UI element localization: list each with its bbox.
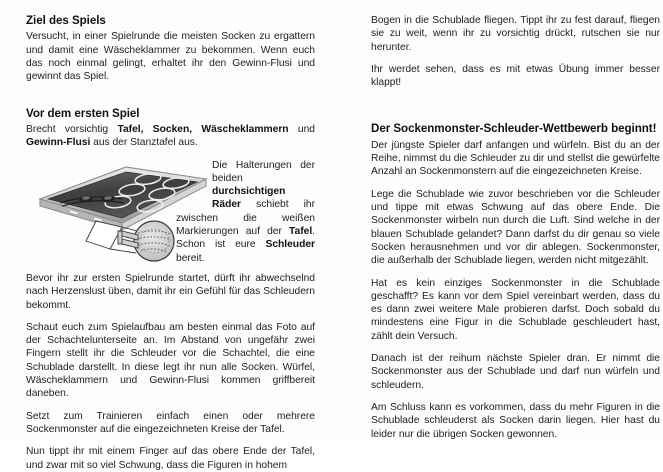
halterungen-text-4: bereit. (176, 252, 205, 264)
heading-ziel-des-spiels: Ziel des Spiels (26, 14, 106, 27)
heading-wettbewerb: Der Sockenmonster-Schleuder-Wettbewerb beginnt! (371, 122, 657, 136)
paragraph-ziel-des-spiels: Versucht, in einer Spielrunde die meisten Socken zu ergattern und damit eine Wäscheklammer zu bekommen. Wenn euch das noch einmal gelingt, erhaltet ihr den Gewinn-Flusi und gewinnt das Spiel. (26, 31, 315, 83)
halterungen-text-3: . Schon ist eure (176, 226, 315, 251)
paragraph-am-schluss: Am Schluss kann es vorkommen, dass du mehr Figuren in die Schublade schleuderst als Socken darin liegen. Hier hast du leider nur die übrigen Socken gewonnen. (371, 401, 660, 440)
paragraph-trainieren: Setzt zum Trainieren einfach einen oder mehrere Sockenmonster auf die eingezeichneten Kreise der Tafel. (26, 410, 315, 435)
paragraph-lege-schublade: Lege die Schublade wie zuvor beschrieben vor die Schleuder und tippe mit etwas Schwung auf das obere Ende. Die Sockenmonster wirbeln nun durch die Luft. Sind welche in der blauen Schublade gelandet? Dann darfst du dir genau so viele Socken herausnehmen und vor dir ablegen. Sockenmonster, die außerhalb der Schublade liegen, werden nicht mitgezählt. (371, 188, 660, 267)
halterungen-text-2: schiebt ihr zwischen die weißen Markierungen auf der (176, 199, 315, 238)
left-column (26, 0, 315, 472)
halterungen-bold-2: Tafel (289, 226, 313, 238)
paragraph-naechster-spieler: Danach ist der reihum nächste Spieler dran. Er nimmt die Sockenmonster aus der Schublade und darf nun würfeln und schleudern. (371, 353, 660, 391)
paragraph-juengster-spieler: Der jüngste Spieler darf anfangen und würfeln. Bist du an der Reihe, nimmst du die Schleuder zu dir und stellst die gewürfelte Anzahl an Sockenmonstern auf die eingezeichneten Kreise. (371, 139, 660, 178)
stanztafel-text-2: und (288, 124, 316, 135)
halterungen-bold-1: durchsichtigen Räder (212, 186, 286, 211)
tafel-board (40, 167, 206, 230)
heading-vor-dem-ersten-spiel: Vor dem ersten Spiel (26, 106, 140, 120)
stanztafel-text-1: Brecht vorsichtig (26, 124, 118, 135)
stanztafel-text-3: aus der Stanztafel aus. (90, 137, 198, 149)
paragraph-spielaufbau: Schaut euch zum Spielaufbau am besten einmal das Foto auf der Schachtelunterseite an. Im Abstand von ungefähr zwei Fingern stellt ihr die Schleuder vor die Schachtel, die eine Schublade darstellt. In diese legt ihr nun alle Socken. Würfel, Wäscheklammern und Gewinn-Flusi kommen griffbereit daneben. (26, 321, 315, 400)
halterungen-text-1: Die Halterungen der beiden (212, 159, 315, 184)
paragraph-uebung-klappt: Ihr werdet sehen, dass es mit etwas Übung immer besser klappt! (371, 63, 660, 89)
paragraph-bogen-schublade: Bogen in die Schublade fliegen. Tippt ihr zu fest darauf, fliegen sie zu weit, wenn ihr zu vorsichtig drückt, rutschen sie nur herunter. (371, 15, 660, 53)
paragraph-stanztafel (26, 123, 315, 150)
paragraph-uebung: Bevor ihr zur ersten Spielrunde startet, dürft ihr abwechselnd nach Herzenslust üben, damit ihr ein Gefühl für das Schleudern bekommt. (26, 272, 315, 311)
schleuder-tafel-illustration (26, 161, 212, 263)
stanztafel-bold-1: Tafel, Socken, Wäscheklammern (117, 124, 289, 135)
halterungen-bold-3: Schleuder (265, 239, 315, 251)
paragraph-tippen: Nun tippt ihr mit einem Finger auf das obere Ende der Tafel, und zwar mit so viel Schwung, dass die Figuren in hohem (26, 446, 315, 471)
paragraph-kein-sockenmonster: Hat es kein einziges Sockenmonster in die Schublade geschafft? Es kann vor dem Spiel vereinbart werden, dass du es dann zwei weitere Male probieren darfst. Doch sobald du mindestens eine Figur in die Schublade geschleudert hast, zählt dein Versuch. (371, 277, 660, 342)
stanztafel-bold-2: Gewinn-Flusi (26, 137, 91, 149)
right-column (371, 0, 660, 441)
